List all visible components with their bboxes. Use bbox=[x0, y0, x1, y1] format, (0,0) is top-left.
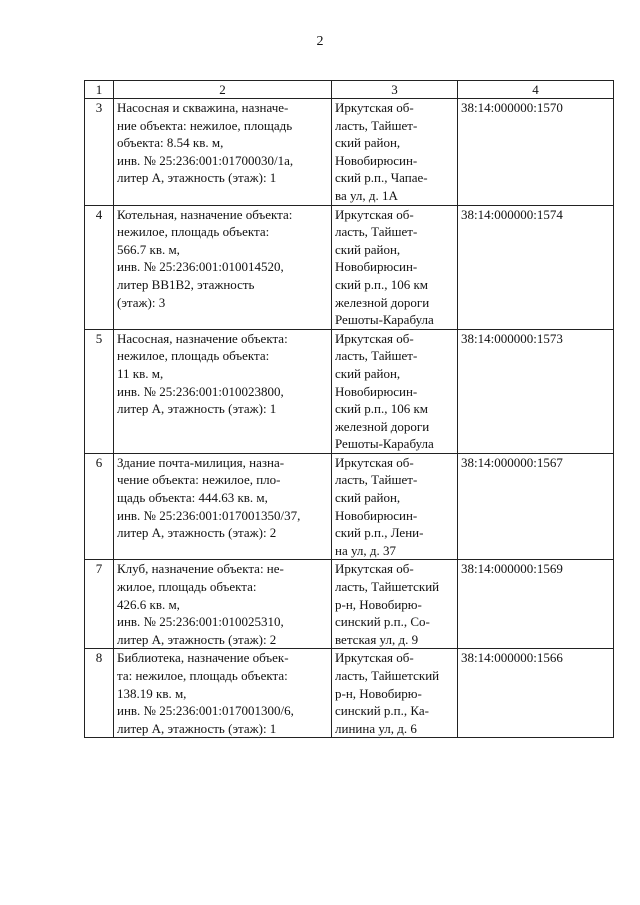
description-line: литер А, этажность (этаж): 1 bbox=[117, 401, 277, 417]
address-line: ский р.п., Лени- bbox=[335, 525, 424, 541]
table-row bbox=[85, 99, 614, 206]
description-line: (этаж): 3 bbox=[117, 294, 166, 310]
description-line: Котельная, назначение объекта: bbox=[117, 206, 293, 222]
address-line: р-н, Новобирю- bbox=[335, 685, 422, 701]
row-number: 4 bbox=[85, 205, 114, 329]
row-number: 5 bbox=[85, 329, 114, 453]
address-line: ласть, Тайшет- bbox=[335, 224, 418, 240]
object-description bbox=[114, 649, 332, 738]
description-line: 11 кв. м, bbox=[117, 365, 164, 381]
row-number: 6 bbox=[85, 453, 114, 560]
address-line: Новобирюсин- bbox=[335, 259, 418, 275]
cadastral-number bbox=[458, 649, 614, 738]
description-line: жилое, площадь объекта: bbox=[117, 579, 257, 595]
object-address bbox=[332, 453, 458, 560]
address-line: Решоты-Карабула bbox=[335, 436, 434, 452]
address-line: ский р.п., 106 км bbox=[335, 276, 428, 292]
description-line: Библиотека, назначение объек- bbox=[117, 650, 289, 666]
address-line: ский район, bbox=[335, 241, 401, 257]
cadastral-number bbox=[458, 99, 614, 206]
address-line: ласть, Тайшет- bbox=[335, 117, 418, 133]
description-line: литер А, этажность (этаж): 2 bbox=[117, 525, 277, 541]
table-row bbox=[85, 560, 614, 649]
address-line: ласть, Тайшет- bbox=[335, 472, 418, 488]
row-number: 3 bbox=[85, 99, 114, 206]
cadastral-number bbox=[458, 453, 614, 560]
address-line: Новобирюсин- bbox=[335, 383, 418, 399]
object-description bbox=[114, 329, 332, 453]
address-line: ский р.п., 106 км bbox=[335, 401, 428, 417]
address-line: Решоты-Карабула bbox=[335, 312, 434, 328]
address-line: линина ул, д. 6 bbox=[335, 720, 417, 736]
address-line: ский район, bbox=[335, 135, 401, 151]
page-number: 2 bbox=[316, 34, 324, 49]
object-description bbox=[114, 205, 332, 329]
description-line: Насосная и скважина, назначе- bbox=[117, 100, 289, 115]
cadastral-number-text: 38:14:000000:1566 bbox=[461, 650, 563, 666]
column-header-4: 4 bbox=[458, 81, 614, 99]
address-line: ласть, Тайшетский bbox=[335, 668, 440, 683]
description-line: инв. № 25:236:001:010014520, bbox=[117, 259, 284, 275]
row-number: 7 bbox=[85, 560, 114, 649]
column-header-1: 1 bbox=[85, 81, 114, 99]
cadastral-number-text: 38:14:000000:1573 bbox=[461, 330, 563, 346]
cadastral-number-text: 38:14:000000:1569 bbox=[461, 561, 563, 577]
address-line: на ул, д. 37 bbox=[335, 542, 397, 558]
property-table bbox=[84, 80, 614, 738]
address-line: ва ул, д. 1А bbox=[335, 187, 398, 203]
address-line: железной дороги bbox=[335, 294, 430, 310]
description-line: литер А, этажность (этаж): 2 bbox=[117, 631, 277, 647]
table-row bbox=[85, 329, 614, 453]
cadastral-number bbox=[458, 560, 614, 649]
address-line: Иркутская об- bbox=[335, 100, 414, 115]
description-line: 138.19 кв. м, bbox=[117, 685, 187, 701]
table-row bbox=[85, 649, 614, 738]
cadastral-number-text: 38:14:000000:1567 bbox=[461, 454, 563, 470]
cadastral-number-text: 38:14:000000:1570 bbox=[461, 100, 563, 115]
description-line: инв. № 25:236:001:017001350/37, bbox=[117, 507, 301, 523]
address-line: ласть, Тайшет- bbox=[335, 348, 418, 364]
description-line: инв. № 25:236:001:010023800, bbox=[117, 383, 284, 399]
description-line: Насосная, назначение объекта: bbox=[117, 330, 288, 346]
row-number: 8 bbox=[85, 649, 114, 738]
object-address bbox=[332, 649, 458, 738]
address-line: Новобирюсин- bbox=[335, 507, 418, 523]
address-line: синский р.п., Со- bbox=[335, 614, 430, 630]
description-line: Клуб, назначение объекта: не- bbox=[117, 561, 284, 577]
object-address bbox=[332, 560, 458, 649]
cadastral-number-text: 38:14:000000:1574 bbox=[461, 206, 563, 222]
description-line: инв. № 25:236:001:010025310, bbox=[117, 614, 284, 630]
description-line: Здание почта-милиция, назна- bbox=[117, 454, 285, 470]
description-line: нежилое, площадь объекта: bbox=[117, 348, 270, 364]
object-description bbox=[114, 560, 332, 649]
description-line: объекта: 8.54 кв. м, bbox=[117, 135, 224, 151]
address-line: Иркутская об- bbox=[335, 650, 414, 666]
address-line: железной дороги bbox=[335, 418, 430, 434]
column-header-2: 2 bbox=[114, 81, 332, 99]
table-row bbox=[85, 453, 614, 560]
description-line: 566.7 кв. м, bbox=[117, 241, 180, 257]
cadastral-number bbox=[458, 329, 614, 453]
address-line: ский район, bbox=[335, 490, 401, 506]
object-address bbox=[332, 99, 458, 206]
address-line: ский район, bbox=[335, 365, 401, 381]
description-line: 426.6 кв. м, bbox=[117, 596, 180, 612]
address-line: р-н, Новобирю- bbox=[335, 596, 422, 612]
description-line: чение объекта: нежилое, пло- bbox=[117, 472, 281, 488]
address-line: ветская ул, д. 9 bbox=[335, 631, 419, 647]
address-line: ский р.п., Чапае- bbox=[335, 170, 428, 186]
description-line: литер А, этажность (этаж): 1 bbox=[117, 170, 277, 186]
object-address bbox=[332, 205, 458, 329]
description-line: щадь объекта: 444.63 кв. м, bbox=[117, 490, 268, 506]
description-line: литер А, этажность (этаж): 1 bbox=[117, 720, 277, 736]
address-line: Иркутская об- bbox=[335, 330, 414, 346]
object-description bbox=[114, 453, 332, 560]
description-line: инв. № 25:236:001:017001300/6, bbox=[117, 703, 294, 719]
description-line: ние объекта: нежилое, площадь bbox=[117, 117, 293, 133]
address-line: ласть, Тайшетский bbox=[335, 579, 440, 595]
address-line: Иркутская об- bbox=[335, 206, 414, 222]
description-line: литер ВВ1В2, этажность bbox=[117, 276, 255, 292]
object-address bbox=[332, 329, 458, 453]
column-header-3: 3 bbox=[332, 81, 458, 99]
description-line: инв. № 25:236:001:01700030/1а, bbox=[117, 152, 294, 168]
table-row bbox=[85, 205, 614, 329]
object-description bbox=[114, 99, 332, 206]
address-line: Иркутская об- bbox=[335, 561, 414, 577]
address-line: синский р.п., Ка- bbox=[335, 703, 429, 719]
description-line: та: нежилое, площадь объекта: bbox=[117, 668, 288, 683]
description-line: нежилое, площадь объекта: bbox=[117, 224, 270, 240]
address-line: Новобирюсин- bbox=[335, 152, 418, 168]
table-header-row bbox=[85, 81, 614, 99]
address-line: Иркутская об- bbox=[335, 454, 414, 470]
cadastral-number bbox=[458, 205, 614, 329]
